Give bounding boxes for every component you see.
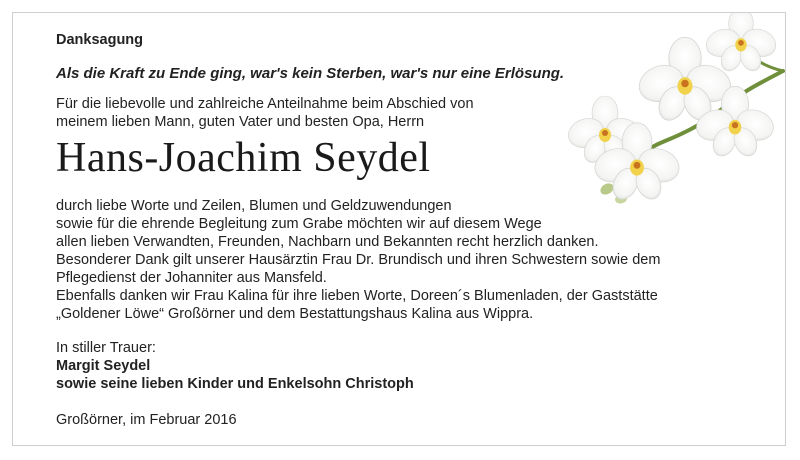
orchid-icon [545,13,785,223]
signatory-name: Margit Seydel [56,358,151,374]
intro-line: Für die liebevolle und zahlreiche Anteilnahme beim Abschied von [56,96,474,112]
body-line: Ebenfalls danken wir Frau Kalina für ihre lieben Worte, Doreen´s Blumenladen, der Gaststätte [56,288,658,304]
body-line: „Goldener Löwe“ Großörner und dem Bestattungshaus Kalina aus Wippra. [56,306,534,322]
signatory-family: sowie seine lieben Kinder und Enkelsohn Christoph [56,376,414,392]
deceased-name: Hans-Joachim Seydel [56,135,431,181]
body-line: durch liebe Worte und Zeilen, Blumen und Geldzuwendungen [56,198,452,214]
body-line: Pflegedienst der Johanniter aus Mansfeld. [56,270,327,286]
mourning-label: In stiller Trauer: [56,340,156,356]
notice-quote: Als die Kraft zu Ende ging, war's kein Sterben, war's nur eine Erlösung. [56,65,565,82]
intro-line: meinem lieben Mann, guten Vater und besten Opa, Herrn [56,114,425,130]
body-line: allen lieben Verwandten, Freunden, Nachbarn und Bekannten recht herzlich danken. [56,234,599,250]
notice-heading: Danksagung [56,32,144,48]
body-line: sowie für die ehrende Begleitung zum Grabe möchten wir auf diesem Wege [56,216,542,232]
obituary-notice [12,12,786,446]
body-line: Besonderer Dank gilt unserer Hausärztin Frau Dr. Brundisch und ihren Schwestern sowie dem [56,252,661,268]
place-date: Großörner, im Februar 2016 [56,412,237,428]
